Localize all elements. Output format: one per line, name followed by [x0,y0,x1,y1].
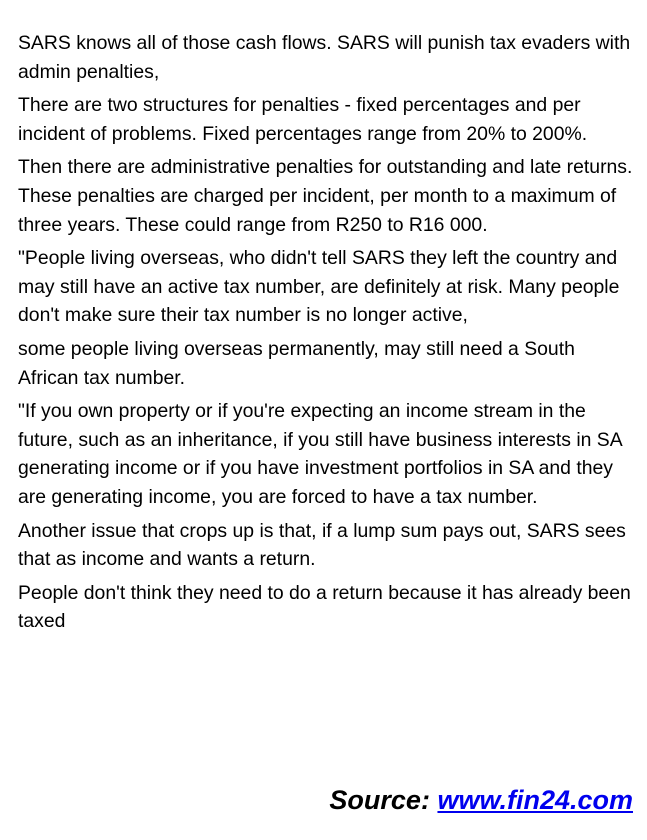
paragraph-south-african-tax-number: some people living overseas permanently, may still need a South African tax number. [18,337,575,389]
paragraph-lump-sum: Another issue that crops up is that, if a lump sum pays out, SARS sees that as income and wants a return. [18,519,626,571]
source-label: Source: [329,785,430,815]
source-attribution [329,783,633,817]
paragraph-people-overseas: "People living overseas, who didn't tell SARS they left the country and may still have an active tax number, are definitely at risk. Many people don't make sure their tax number is no longer active, [18,247,620,327]
paragraph-sars-cash-flows: SARS knows all of those cash flows. SARS will punish tax evaders with admin penalties, [18,32,631,83]
paragraph-administrative-penalties: Then there are administrative penalties for outstanding and late returns. These penalties are charged per incident, per month to a maximum of three years. These could range from R250 to R16 000. [18,156,633,236]
source-link[interactable]: www.fin24.com [437,785,633,815]
paragraph-penalty-structures: There are two structures for penalties - fixed percentages and per incident of problems. Fixed percentages range from 20% to 200%. [18,94,588,145]
paragraph-already-taxed: People don't think they need to do a return because it has already been taxed [18,581,631,633]
paragraph-property-income: "If you own property or if you're expecting an income stream in the future, such as an inheritance, if you still have business interests in SA generating income or if you have investment portfolios in SA and they are generating income, you are forced to have a tax number. [18,400,622,508]
article-body [18,29,633,641]
